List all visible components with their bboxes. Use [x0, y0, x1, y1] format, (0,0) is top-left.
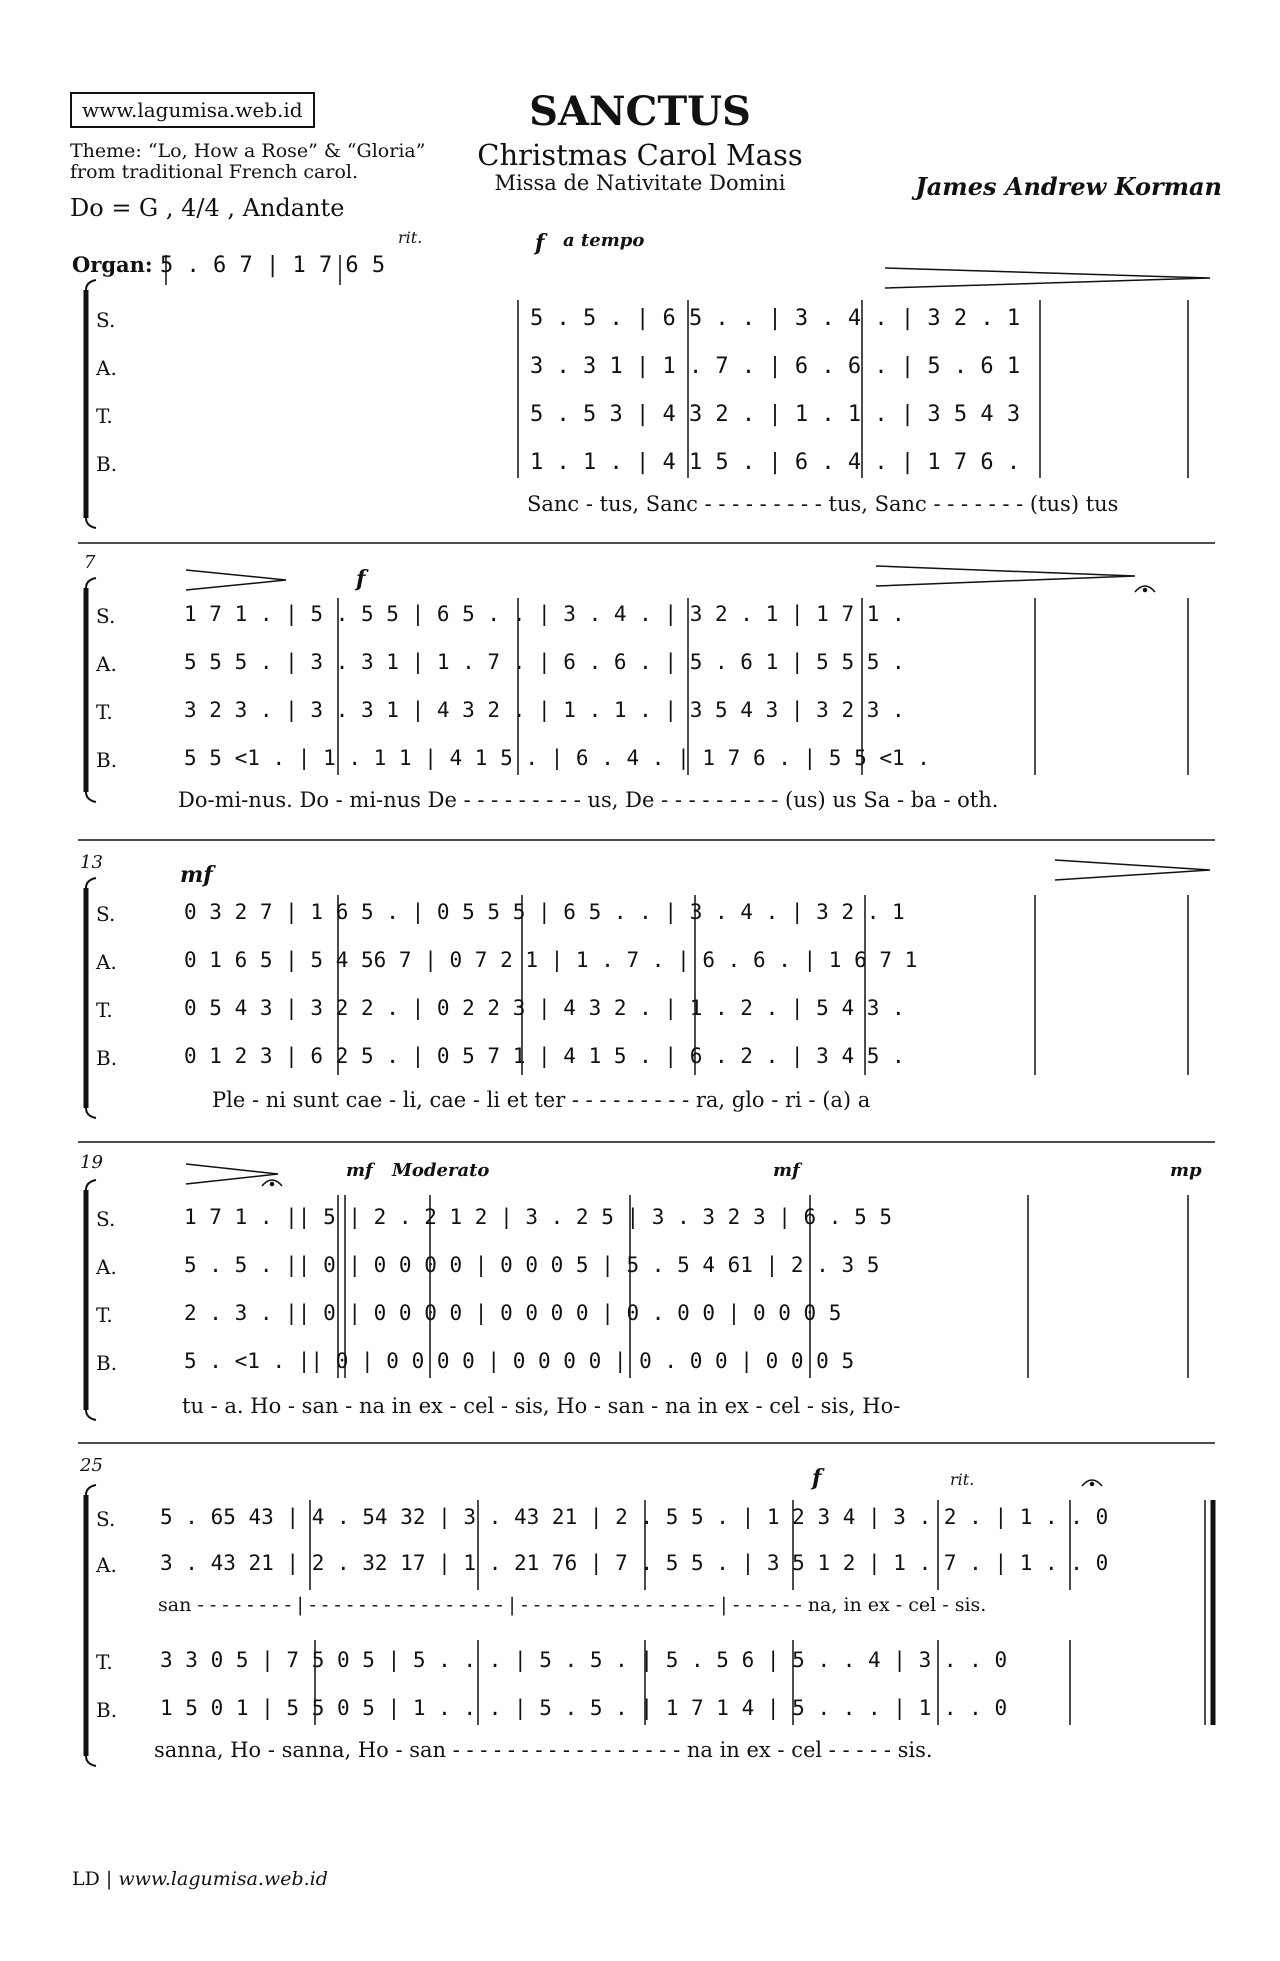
alto-line: 0 1 6 5 | 5 4 56 7 | 0 7 2 1 | 1 . 7 . | 6 . 6 . | 1 6 7 1: [184, 948, 918, 972]
voice-label-alto: A.: [96, 356, 117, 380]
voice-label-alto: A.: [96, 1553, 117, 1577]
soprano-line: 0 3 2 7 | 1 6 5 . | 0 5 5 5 | 6 5 . . | 3 . 4 . | 3 2 . 1: [184, 900, 905, 924]
measure-number: 7: [84, 552, 96, 573]
measure-number: 19: [80, 1152, 103, 1173]
voice-label-bass: B.: [96, 1351, 118, 1375]
footer-website: www.lagumisa.web.id: [118, 1868, 328, 1890]
organ-intro-notes: 5 . 6 7 | 1 7 6 5: [160, 253, 386, 278]
voice-label-soprano: S.: [96, 902, 116, 926]
voice-label-tenor: T.: [96, 998, 113, 1022]
lyrics: tu - a. Ho - san - na in ex - cel - sis, Ho - san - na in ex - cel - sis, Ho-: [182, 1394, 901, 1418]
latin-subtitle: Missa de Nativitate Domini: [494, 171, 786, 195]
dynamic-marking-2: mf: [773, 1160, 800, 1181]
voice-label-soprano: S.: [96, 1507, 116, 1531]
tenor-line: 5 . 5 3 | 4 3 2 . | 1 . 1 . | 3 5 4 3: [530, 402, 1021, 427]
dynamic-marking: f: [535, 230, 545, 256]
voice-label-alto: A.: [96, 950, 117, 974]
voice-label-tenor: T.: [96, 404, 113, 428]
lyrics-lower: sanna, Ho - sanna, Ho - san - - - - - - - - - - - - - - - - - na in ex - cel - - - - - sis.: [154, 1738, 933, 1762]
voice-label-bass: B.: [96, 452, 118, 476]
theme-line-2: from traditional French carol.: [70, 161, 358, 183]
tenor-line: 3 2 3 . | 3 . 3 1 | 4 3 2 . | 1 . 1 . | 3 5 4 3 | 3 2 3 .: [184, 698, 905, 722]
dynamic-marking-3: mp: [1170, 1160, 1202, 1181]
voice-label-alto: A.: [96, 652, 117, 676]
theme-line-1: Theme: “Lo, How a Rose” & “Gloria”: [70, 140, 426, 162]
page-title: SANCTUS: [529, 88, 751, 135]
tenor-line: 3 3 0 5 | 7 5 0 5 | 5 . . . | 5 . 5 . | 5 . 5 6 | 5 . . 4 | 3 . . 0: [160, 1648, 1008, 1672]
voice-label-soprano: S.: [96, 604, 116, 628]
bass-line: 1 5 0 1 | 5 5 0 5 | 1 . . . | 5 . 5 . | 1 7 1 4 | 5 . . . | 1 . . 0: [160, 1696, 1008, 1720]
website-box: www.lagumisa.web.id: [70, 92, 315, 128]
tempo-marking: Moderato: [392, 1160, 490, 1181]
measure-number: 13: [80, 852, 103, 873]
soprano-line: 1 7 1 . | 5 . 5 5 | 6 5 . . | 3 . 4 . | 3 2 . 1 | 1 7 1 .: [184, 602, 905, 626]
voice-label-bass: B.: [96, 1698, 118, 1722]
subtitle: Christmas Carol Mass: [477, 138, 803, 172]
soprano-line: 1 7 1 . || 5 | 2 . 2 1 2 | 3 . 2 5 | 3 . 3 2 3 | 6 . 5 5: [184, 1205, 893, 1229]
footer-prefix: LD |: [72, 1868, 119, 1890]
tenor-line: 2 . 3 . || 0 | 0 0 0 0 | 0 0 0 0 | 0 . 0 0 | 0 0 0 5: [184, 1301, 842, 1325]
tempo-marking: a tempo: [563, 230, 645, 251]
soprano-line: 5 . 65 43 | 4 . 54 32 | 3 . 43 21 | 2 . 5 5 . | 1 2 3 4 | 3 . 2 . | 1 . . 0: [160, 1505, 1109, 1529]
bass-line: 0 1 2 3 | 6 2 5 . | 0 5 7 1 | 4 1 5 . | 6 . 2 . | 3 4 5 .: [184, 1044, 905, 1068]
voice-label-bass: B.: [96, 1046, 118, 1070]
organ-label: Organ:: [72, 252, 153, 277]
voice-label-tenor: T.: [96, 1650, 113, 1674]
rit-marking: rit.: [950, 1470, 975, 1489]
dynamic-marking: mf: [346, 1160, 373, 1181]
alto-line: 3 . 3 1 | 1 . 7 . | 6 . 6 . | 5 . 6 1: [530, 354, 1021, 379]
voice-label-soprano: S.: [96, 308, 116, 332]
bass-line: 5 5 <1 . | 1 . 1 1 | 4 1 5 . | 6 . 4 . | 1 7 6 . | 5 5 <1 .: [184, 746, 930, 770]
voice-label-alto: A.: [96, 1255, 117, 1279]
alto-line: 5 5 5 . | 3 . 3 1 | 1 . 7 . | 6 . 6 . | 5 . 6 1 | 5 5 5 .: [184, 650, 905, 674]
organ-rit: rit.: [398, 228, 423, 247]
lyrics: Sanc - tus, Sanc - - - - - - - - - tus, Sanc - - - - - - - (tus) tus: [527, 492, 1119, 516]
voice-label-bass: B.: [96, 748, 118, 772]
dynamic-marking: mf: [180, 862, 213, 888]
key-signature: Do = G , 4/4 , Andante: [70, 194, 345, 222]
voice-label-tenor: T.: [96, 1303, 113, 1327]
footer: [72, 1868, 328, 1890]
alto-line: 5 . 5 . || 0 | 0 0 0 0 | 0 0 0 5 | 5 . 5 4 61 | 2 . 3 5: [184, 1253, 880, 1277]
measure-number: 25: [80, 1455, 103, 1476]
lyrics: Ple - ni sunt cae - li, cae - li et ter - - - - - - - - - ra, glo - ri - (a) a: [212, 1088, 871, 1112]
dynamic-marking: f: [356, 566, 366, 592]
soprano-line: 5 . 5 . | 6 5 . . | 3 . 4 . | 3 2 . 1: [530, 306, 1021, 331]
lyrics: Do-mi-nus. Do - mi-nus De - - - - - - - - - us, De - - - - - - - - - (us) us Sa - ba - oth.: [178, 788, 999, 812]
voice-label-soprano: S.: [96, 1207, 116, 1231]
composer: James Andrew Korman: [915, 172, 1222, 201]
dynamic-marking: f: [812, 1465, 822, 1491]
tenor-line: 0 5 4 3 | 3 2 2 . | 0 2 2 3 | 4 3 2 . | 1 . 2 . | 5 4 3 .: [184, 996, 905, 1020]
voice-label-tenor: T.: [96, 700, 113, 724]
bass-line: 1 . 1 . | 4 1 5 . | 6 . 4 . | 1 7 6 .: [530, 450, 1021, 475]
lyrics-upper: san - - - - - - - - | - - - - - - - - - - - - - - - - | - - - - - - - - - - - - - - - - | - - - - - - na, in ex - cel - sis.: [158, 1594, 987, 1616]
alto-line: 3 . 43 21 | 2 . 32 17 | 1 . 21 76 | 7 . 5 5 . | 3 5 1 2 | 1 . 7 . | 1 . . 0: [160, 1551, 1109, 1575]
bass-line: 5 . <1 . || 0 | 0 0 0 0 | 0 0 0 0 | 0 . 0 0 | 0 0 0 5: [184, 1349, 855, 1373]
